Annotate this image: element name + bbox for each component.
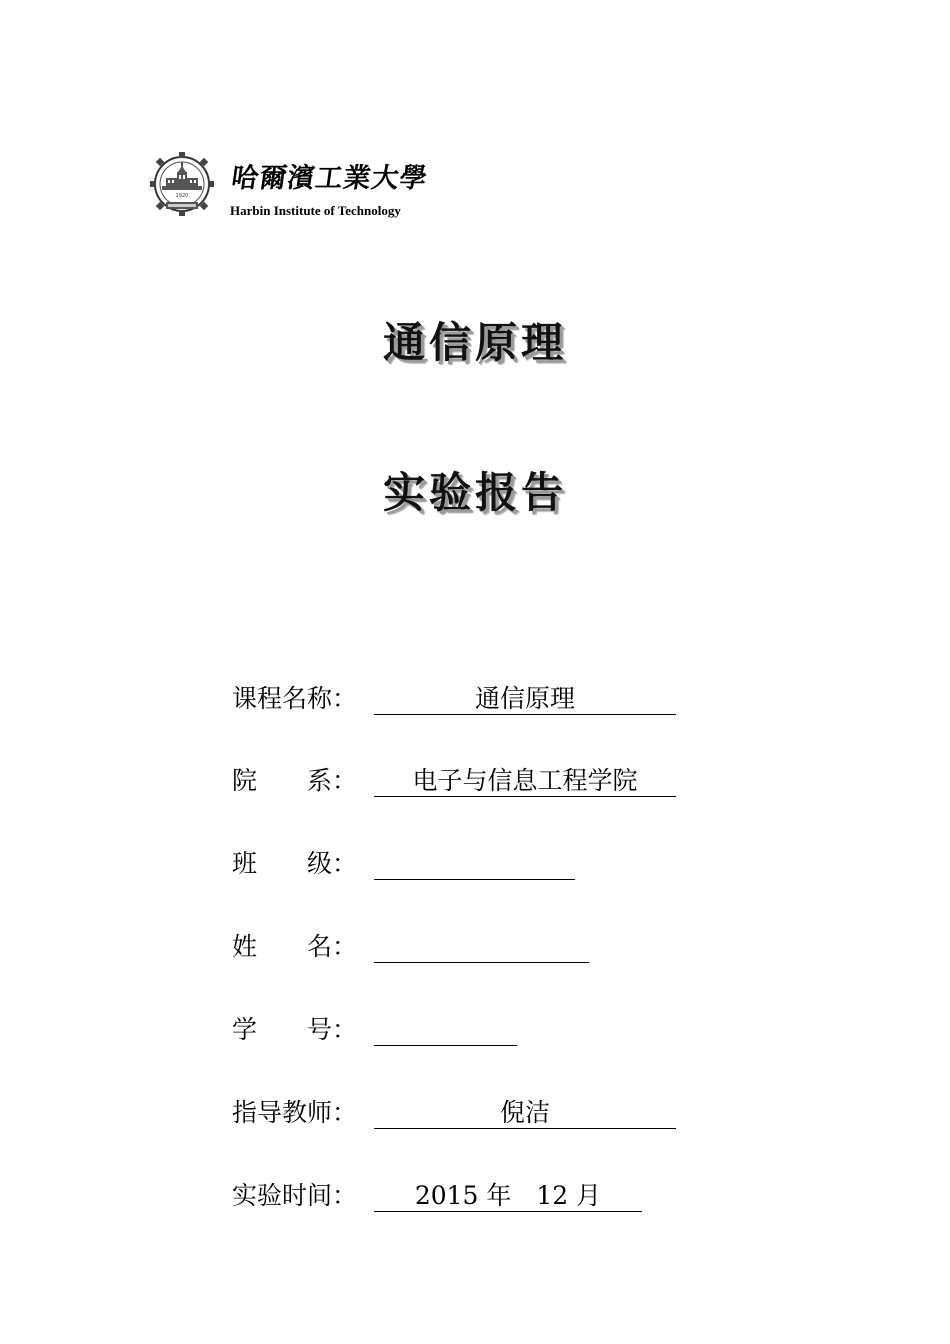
class-value <box>374 846 575 880</box>
date-label: 实验时间： <box>232 1181 358 1210</box>
course-label: 课程名称： <box>232 684 358 713</box>
student-id-label: 学 号： <box>232 1015 358 1044</box>
class-label: 班 级： <box>232 849 358 878</box>
name-value <box>374 929 589 963</box>
svg-text:1920: 1920 <box>175 193 189 199</box>
student-id-value <box>374 1012 517 1046</box>
department-value: 电子与信息工程学院 <box>374 763 676 797</box>
report-title-line2: 实验报告 <box>382 468 567 517</box>
course-value: 通信原理 <box>374 681 676 715</box>
department-label: 院 系： <box>232 766 358 795</box>
name-label: 姓 名： <box>232 932 358 961</box>
university-name-en: Harbin Institute of Technology <box>230 203 401 218</box>
report-title-line1: 通信原理 <box>382 318 567 367</box>
university-name-cn: 哈爾濱工業大學 <box>229 163 430 194</box>
advisor-value: 倪洁 <box>374 1095 676 1129</box>
date-value: 2015 年 12 月 <box>374 1178 642 1212</box>
advisor-label: 指导教师： <box>232 1098 358 1127</box>
university-logo <box>148 150 438 222</box>
university-emblem-icon <box>148 150 216 218</box>
